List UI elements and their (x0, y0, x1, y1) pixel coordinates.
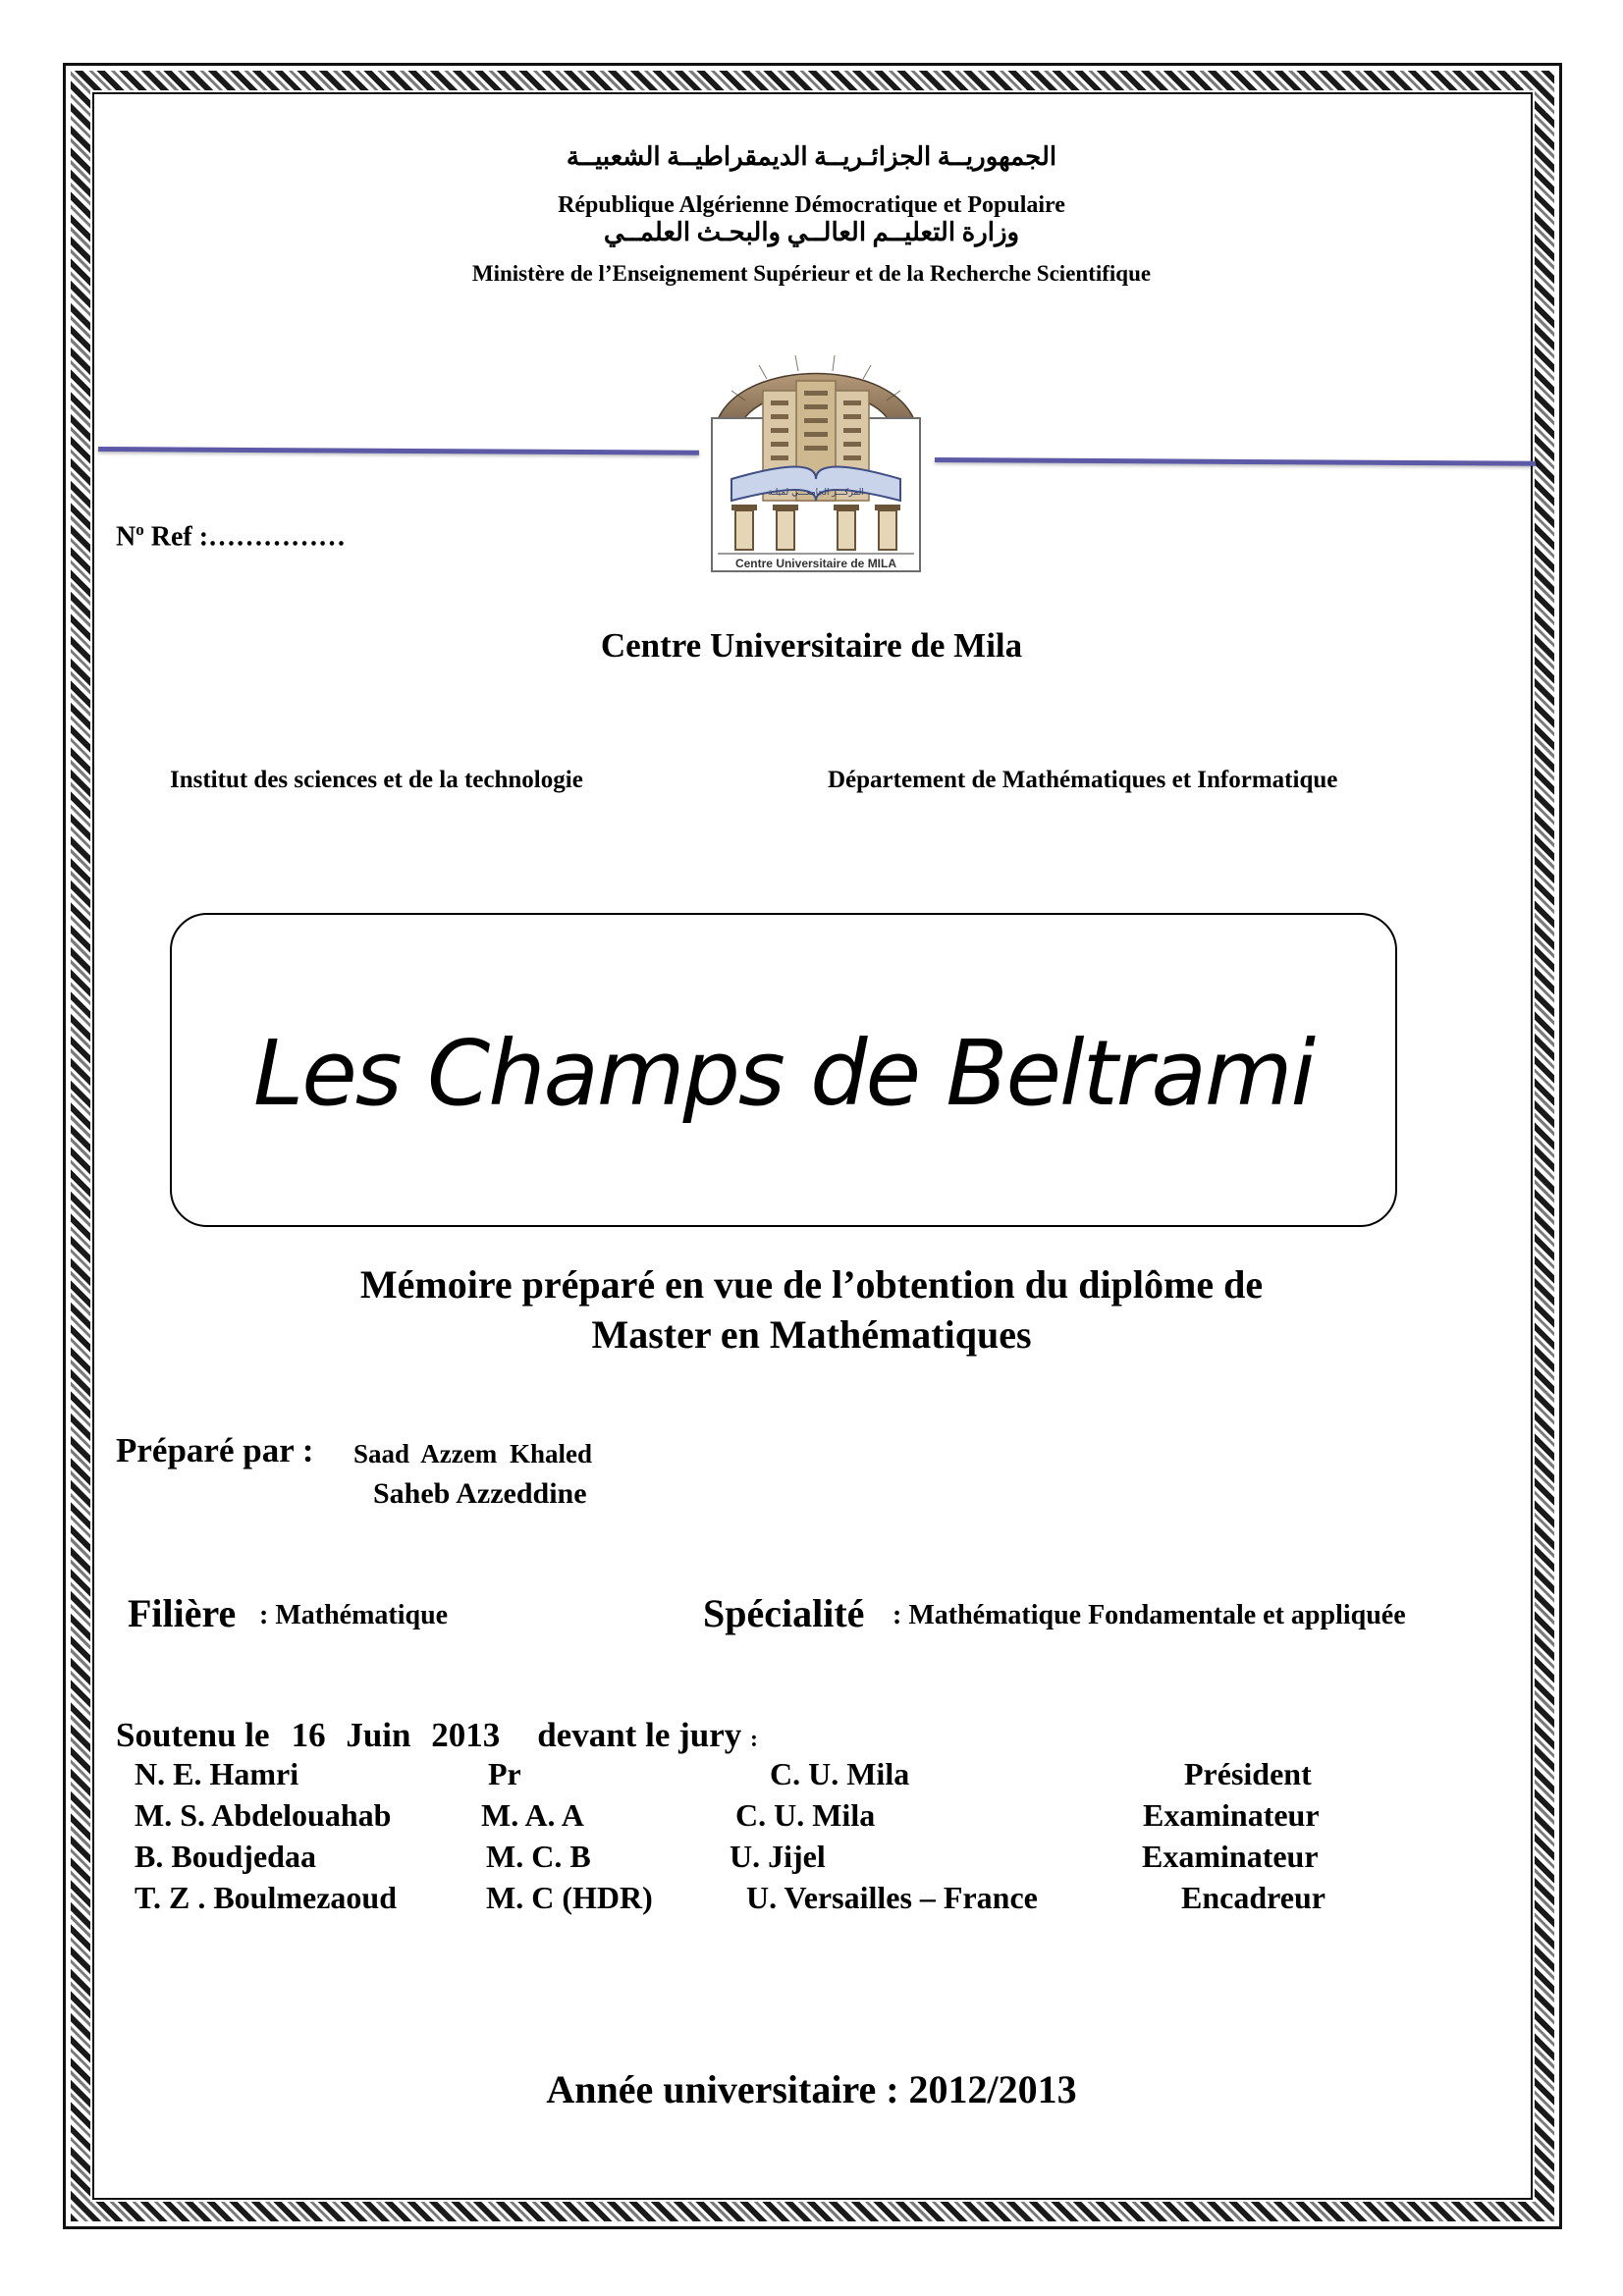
jury-name: M. S. Abdelouahab (135, 1797, 392, 1833)
academic-year: Année universitaire : 2012/2013 (546, 2067, 1077, 2111)
jury-role: Encadreur (1181, 1880, 1325, 1915)
jury-grade: M. C. B (486, 1839, 591, 1874)
university-logo (702, 332, 930, 579)
jury-institution: U. Jijel (730, 1839, 826, 1874)
institute-name: Institut des sciences et de la technologie (170, 767, 583, 793)
jury-role: Président (1184, 1756, 1312, 1791)
jury-institution: U. Versailles – France (746, 1880, 1038, 1915)
arabic-ministry-name: وزارة التعليــم العالــي والبحـث العلمــي (603, 218, 1020, 246)
memoire-description-line1: Mémoire préparé en vue de l’obtention du diplôme de (359, 1262, 1264, 1307)
arabic-republic-name: الجمهوريــة الجزائـريــة الديمقراطيــة الشعبيــة (566, 142, 1057, 171)
author-name: Saad Azzem Khaled (353, 1439, 593, 1468)
logo-caption: Centre Universitaire de MILA (734, 557, 897, 570)
filiere-value: : Mathématique (259, 1600, 449, 1630)
jury-name: T. Z . Boulmezaoud (135, 1880, 397, 1915)
author-name: Saheb Azzeddine (373, 1477, 587, 1510)
specialite-value: : Mathématique Fondamentale et appliquée (893, 1600, 1406, 1630)
jury-name: N. E. Hamri (135, 1756, 299, 1791)
logo-arabic-caption: المركـــز الجامعـــي لميلـة (768, 488, 864, 498)
jury-institution: C. U. Mila (735, 1797, 876, 1833)
defense-line: Soutenu le 16 Juin 2013 devant le jury : (116, 1716, 759, 1754)
defense-label: Soutenu le (116, 1716, 270, 1754)
thesis-title: Les Champs de Beltrami (252, 1021, 1315, 1126)
jury-grade: Pr (488, 1756, 521, 1791)
filiere-label: Filière (128, 1591, 237, 1635)
jury-grade: M. C (HDR) (486, 1880, 653, 1915)
reference-number: $N^o$ Ref :…………… (116, 520, 347, 553)
ministry-name: Ministère de l’Enseignement Supérieur et de la Recherche Scientifique (471, 261, 1152, 286)
specialite-label: Spécialité (703, 1591, 865, 1635)
jury-grade: M. A. A (481, 1797, 584, 1833)
prepared-by-label: Préparé par : (116, 1431, 314, 1469)
jury-role: Examinateur (1143, 1797, 1320, 1833)
university-name: Centre Universitaire de Mila (600, 626, 1023, 665)
department-name: Département de Mathématiques et Informatique (828, 767, 1338, 793)
jury-institution: C. U. Mila (770, 1756, 910, 1791)
jury-label: devant le jury (537, 1716, 742, 1754)
memoire-description-line2: Master en Mathématiques (591, 1312, 1032, 1357)
jury-name: B. Boudjedaa (135, 1839, 316, 1874)
republic-name: République Algérienne Démocratique et Populaire (558, 192, 1065, 218)
jury-role: Examinateur (1142, 1839, 1319, 1874)
defense-date: 16 Juin 2013 (291, 1716, 501, 1754)
